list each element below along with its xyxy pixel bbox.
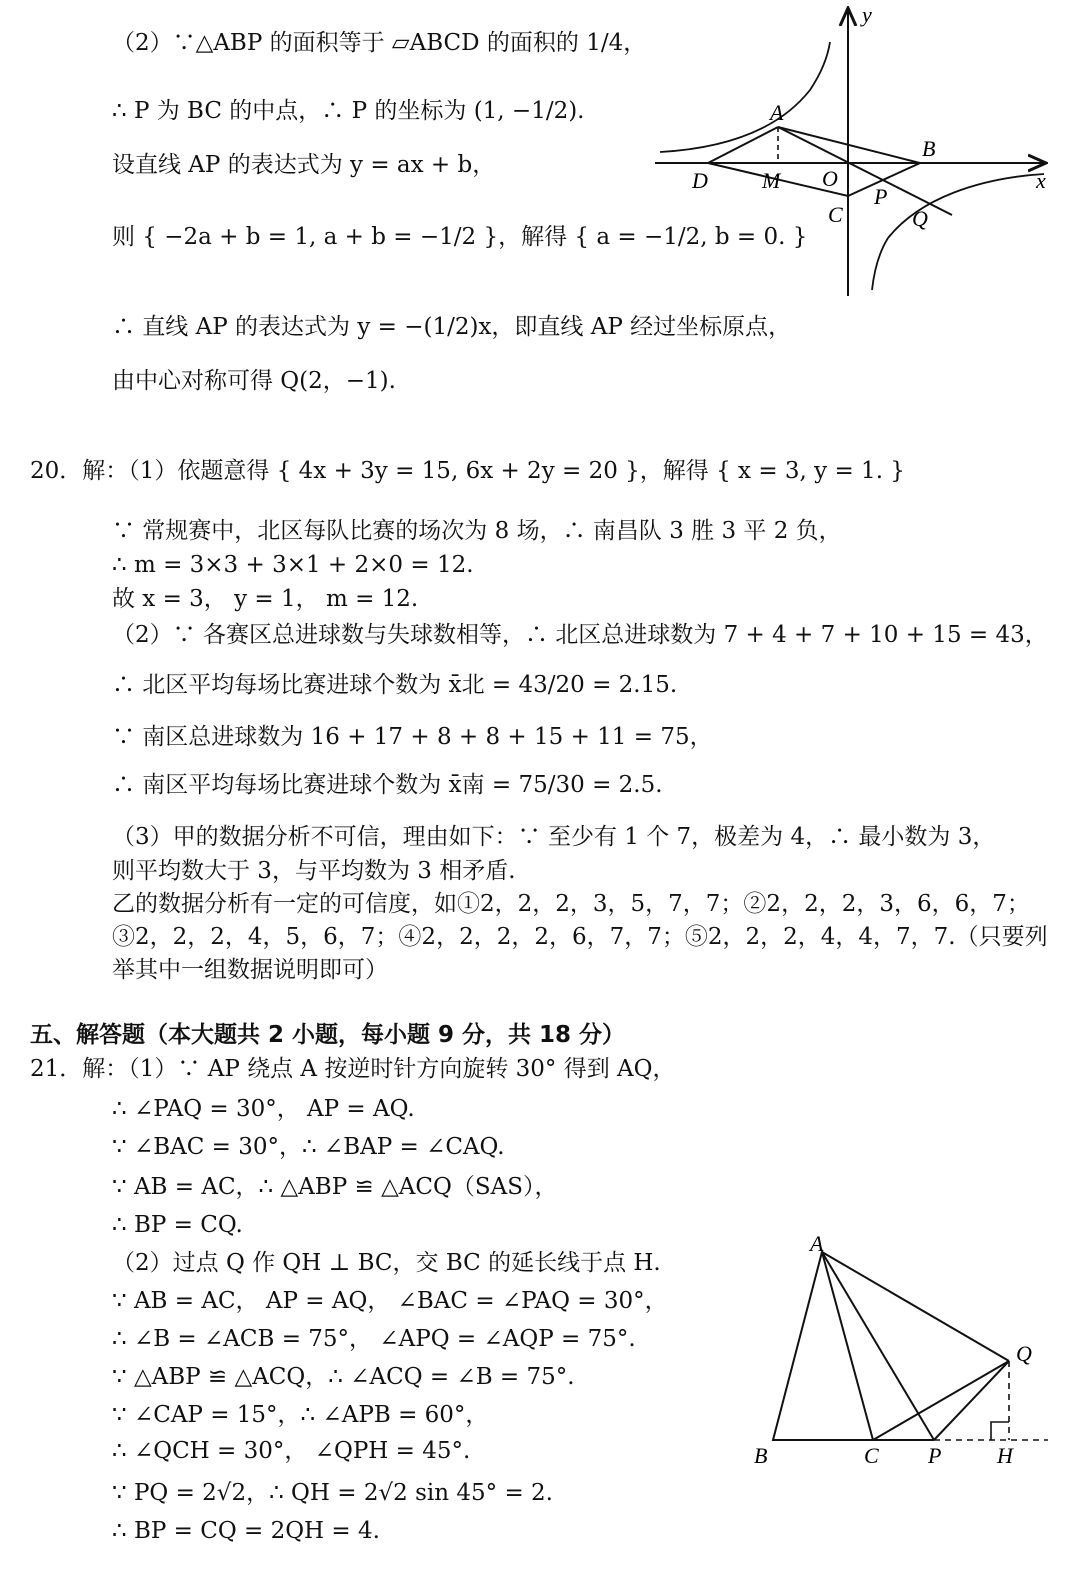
q21-line: ∵ PQ = 2√2，∴ QH = 2√2 sin 45° = 2. [112,1480,553,1506]
label-M: M [762,168,781,193]
label-Q: Q [912,206,928,231]
q20-line: ∵ 常规赛中，北区每队比赛的场次为 8 场，∴ 南昌队 3 胜 3 平 2 负， [112,518,842,544]
q20-line: 乙的数据分析有一定的可信度，如①2，2，2，3，5，7，7；②2，2，2，3，6，6，7； [112,891,1030,917]
label-C: C [864,1443,879,1468]
triangle-ABC [773,1252,873,1440]
q21-line: ∵ AB = AC， AP = AQ， ∠BAC = ∠PAQ = 30°， [112,1288,668,1314]
label-A: A [770,100,784,125]
q21-line: ∵ △ABP ≌ △ACQ，∴ ∠ACQ = ∠B = 75°. [112,1364,575,1390]
q21-line: ∵ AB = AC，∴ △ABP ≌ △ACQ（SAS）， [112,1174,558,1200]
q21-line: ∴ ∠B = ∠ACB = 75°， ∠APQ = ∠AQP = 75°. [112,1326,636,1352]
text-line: 设直线 AP 的表达式为 y = ax + b， [112,152,496,178]
text-line: ∴ P 为 BC 的中点，∴ P 的坐标为 (1, −1/2). [112,98,585,124]
section-heading: 五、解答题（本大题共 2 小题，每小题 9 分，共 18 分） [30,1022,626,1048]
right-angle-mark [991,1422,1009,1440]
label-O: O [822,166,838,191]
label-H: H [997,1443,1013,1468]
q20-line: ③2，2，2，4，5，6，7；④2，2，2，2，6，7，7；⑤2，2，2，4，4，7，7.（只要列 [112,924,1048,950]
text-line: 由中心对称可得 Q(2，−1). [112,368,396,394]
hyperbola-branch-right [872,174,1044,290]
label-A: A [810,1231,824,1256]
q20-line: 举其中一组数据说明即可） [112,957,388,983]
q20-line: （2）∵ 各赛区总进球数与失球数相等，∴ 北区总进球数为 7 + 4 + 7 + 10 + 15 = 43， [112,622,1048,648]
q20-line: ∴ 南区平均每场比赛进球个数为 x̄南 = 75/30 = 2.5. [112,772,663,798]
text-line: ∴ 直线 AP 的表达式为 y = −(1/2)x，即直线 AP 经过坐标原点， [112,314,792,340]
hyperbola-branch-left [660,42,830,152]
label-C: C [828,202,843,227]
label-Q: Q [1016,1341,1032,1366]
segment-PQ [934,1361,1009,1440]
q20-line: 则平均数大于 3，与平均数为 3 相矛盾. [112,858,516,884]
label-P: P [874,184,888,209]
q20-line: （3）甲的数据分析不可信，理由如下：∵ 至少有 1 个 7，极差为 4，∴ 最小数为 3， [112,824,996,850]
q20-line: ∵ 南区总进球数为 16 + 17 + 8 + 8 + 15 + 11 = 75， [112,724,713,750]
q20-line: 20．解：（1）依题意得 { 4x + 3y = 15, 6x + 2y = 20 }，解得 { x = 3, y = 1. } [30,458,905,484]
label-y-axis: y [862,2,872,27]
label-B: B [922,136,936,161]
q21-line: ∴ BP = CQ = 2QH = 4. [112,1518,380,1544]
figure-coordinate-plane [650,0,1060,310]
q21-line: ∵ ∠CAP = 15°，∴ ∠APB = 60°， [112,1402,489,1428]
text-line: 则 { −2a + b = 1, a + b = −1/2 }，解得 { a = −1/2, b = 0. } [112,224,808,250]
segment-AP [822,1252,934,1440]
q20-line: 故 x = 3， y = 1， m = 12. [112,586,419,612]
q21-line: ∵ ∠BAC = 30°，∴ ∠BAP = ∠CAQ. [112,1134,505,1160]
q21-line: ∴ BP = CQ. [112,1212,243,1238]
label-D: D [692,168,708,193]
q21-line: （2）过点 Q 作 QH ⊥ BC，交 BC 的延长线于点 H. [112,1250,661,1276]
label-B: B [754,1443,768,1468]
q20-line: ∴ 北区平均每场比赛进球个数为 x̄北 = 43/20 = 2.15. [112,672,678,698]
figure-triangle [740,1225,1060,1475]
segment-AQ [822,1252,1009,1361]
q21-line: ∴ ∠QCH = 30°， ∠QPH = 45°. [112,1438,471,1464]
label-P: P [928,1443,942,1468]
text-line: （2）∵△ABP 的面积等于 ▱ABCD 的面积的 1/4， [112,30,647,56]
q21-line: ∴ ∠PAQ = 30°， AP = AQ. [112,1096,415,1122]
q21-line: 21．解：（1）∵ AP 绕点 A 按逆时针方向旋转 30° 得到 AQ， [30,1056,676,1082]
label-x-axis: x [1036,168,1046,193]
q20-line: ∴ m = 3×3 + 3×1 + 2×0 = 12. [112,552,474,578]
